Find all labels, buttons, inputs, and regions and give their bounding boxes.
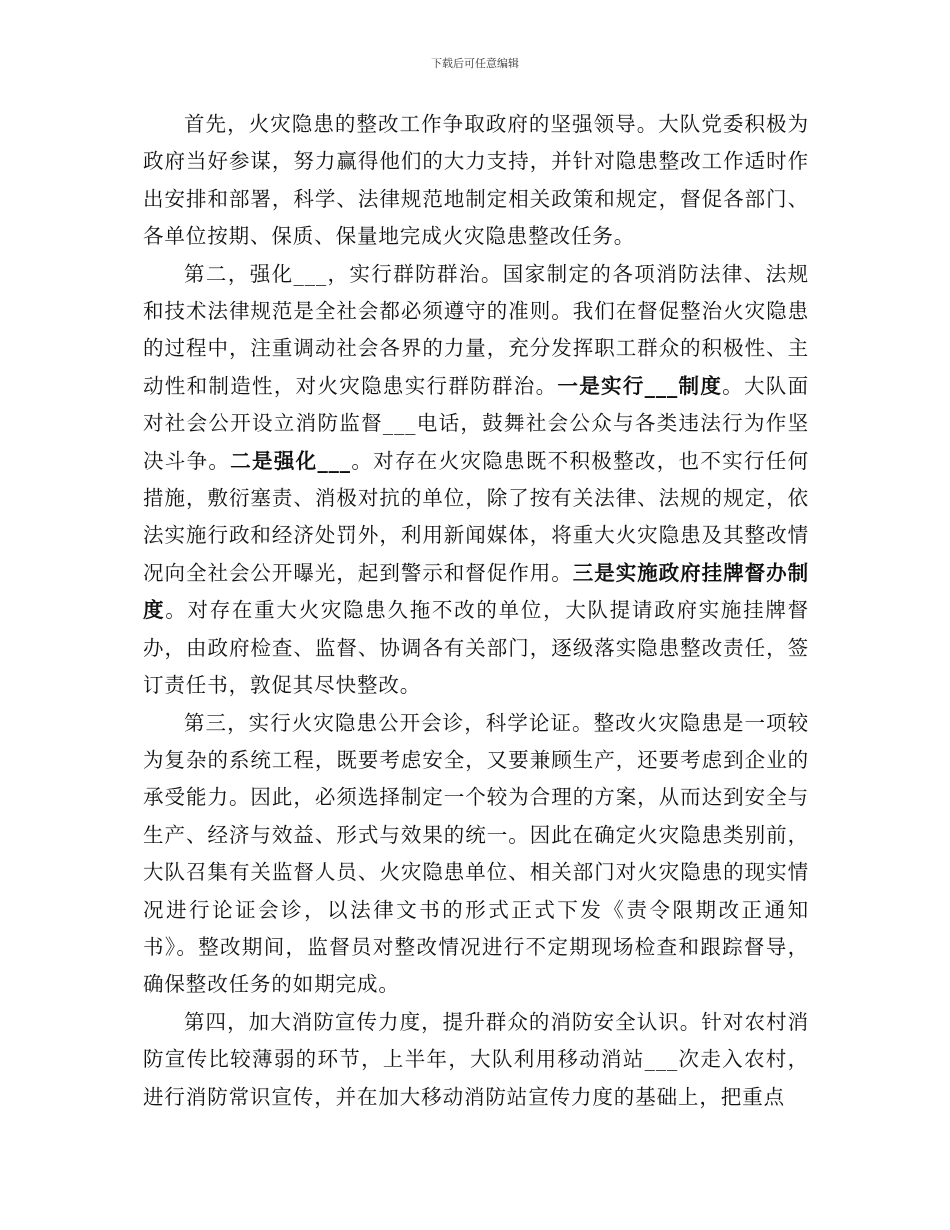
paragraph-text: 第四，加大消防宣传力度，提升群众的消防安全认识。针对农村消防宣传比较薄弱的环节，上半年，大队利用移动消站___次走入农村，进行消防常识宣传，并在加大移动消防站宣传力度的基础上，把重点 xyxy=(143,1009,809,1109)
bold-heading-3: 三是实施政府挂牌督办制度 xyxy=(143,560,809,623)
paragraph-4 xyxy=(143,1004,809,1116)
paragraph-2 xyxy=(143,256,809,705)
paragraph-text: 首先，火灾隐患的整改工作争取政府的坚强领导。大队党委积极为政府当好参谋，努力赢得他们的大力支持，并针对隐患整改工作适时作出安排和部署，科学、法律规范地制定相关政策和规定，督促各部门、各单位按期、保质、保量地完成火灾隐患整改任务。 xyxy=(143,112,809,249)
document-body xyxy=(143,106,809,1116)
bold-heading-2: 二是强化___ xyxy=(230,448,351,473)
page-header: 下载后可任意编辑 xyxy=(431,57,519,70)
paragraph-text: 。对存在火灾隐患既不积极整改，也不实行任何措施，敷衍塞责、消极对抗的单位，除了按有关法律、法规的规定，依法实施行政和经济处罚外，利用新闻媒体，将重大火灾隐患及其整改情况向全社会公开曝光，起到警示和督促作用。 xyxy=(143,448,809,585)
paragraph-text: 。对存在重大火灾隐患久拖不改的单位，大队提请政府实施挂牌督办，由政府检查、监督、协调各有关部门，逐级落实隐患整改责任，签订责任书，敦促其尽快整改。 xyxy=(143,598,809,698)
paragraph-3 xyxy=(143,705,809,1004)
paragraph-text: 第三，实行火灾隐患公开会诊，科学论证。整改火灾隐患是一项较为复杂的系统工程，既要考虑安全，又要兼顾生产，还要考虑到企业的承受能力。因此，必须选择制定一个较为合理的方案，从而达到安全与生产、经济与效益、形式与效果的统一。因此在确定火灾隐患类别前，大队召集有关监督人员、火灾隐患单位、相关部门对火灾隐患的现实情况进行论证会诊，以法律文书的形式正式下发《责令限期改正通知书》。整改期间，监督员对整改情况进行不定期现场检查和跟踪督导，确保整改任务的如期完成。 xyxy=(143,710,809,997)
paragraph-1 xyxy=(143,106,809,256)
bold-heading-1: 一是实行___制度 xyxy=(557,373,723,398)
paragraph-text: 。大队面对社会公开设立消防监督___电话，鼓舞社会公众与各类违法行为作坚决斗争。 xyxy=(143,373,809,473)
paragraph-text: 第二，强化___，实行群防群治。国家制定的各项消防法律、法规和技术法律规范是全社会都必须遵守的准则。我们在督促整治火灾隐患的过程中，注重调动社会各界的力量，充分发挥职工群众的积极性、主动性和制造性，对火灾隐患实行群防群治。 xyxy=(143,261,809,398)
